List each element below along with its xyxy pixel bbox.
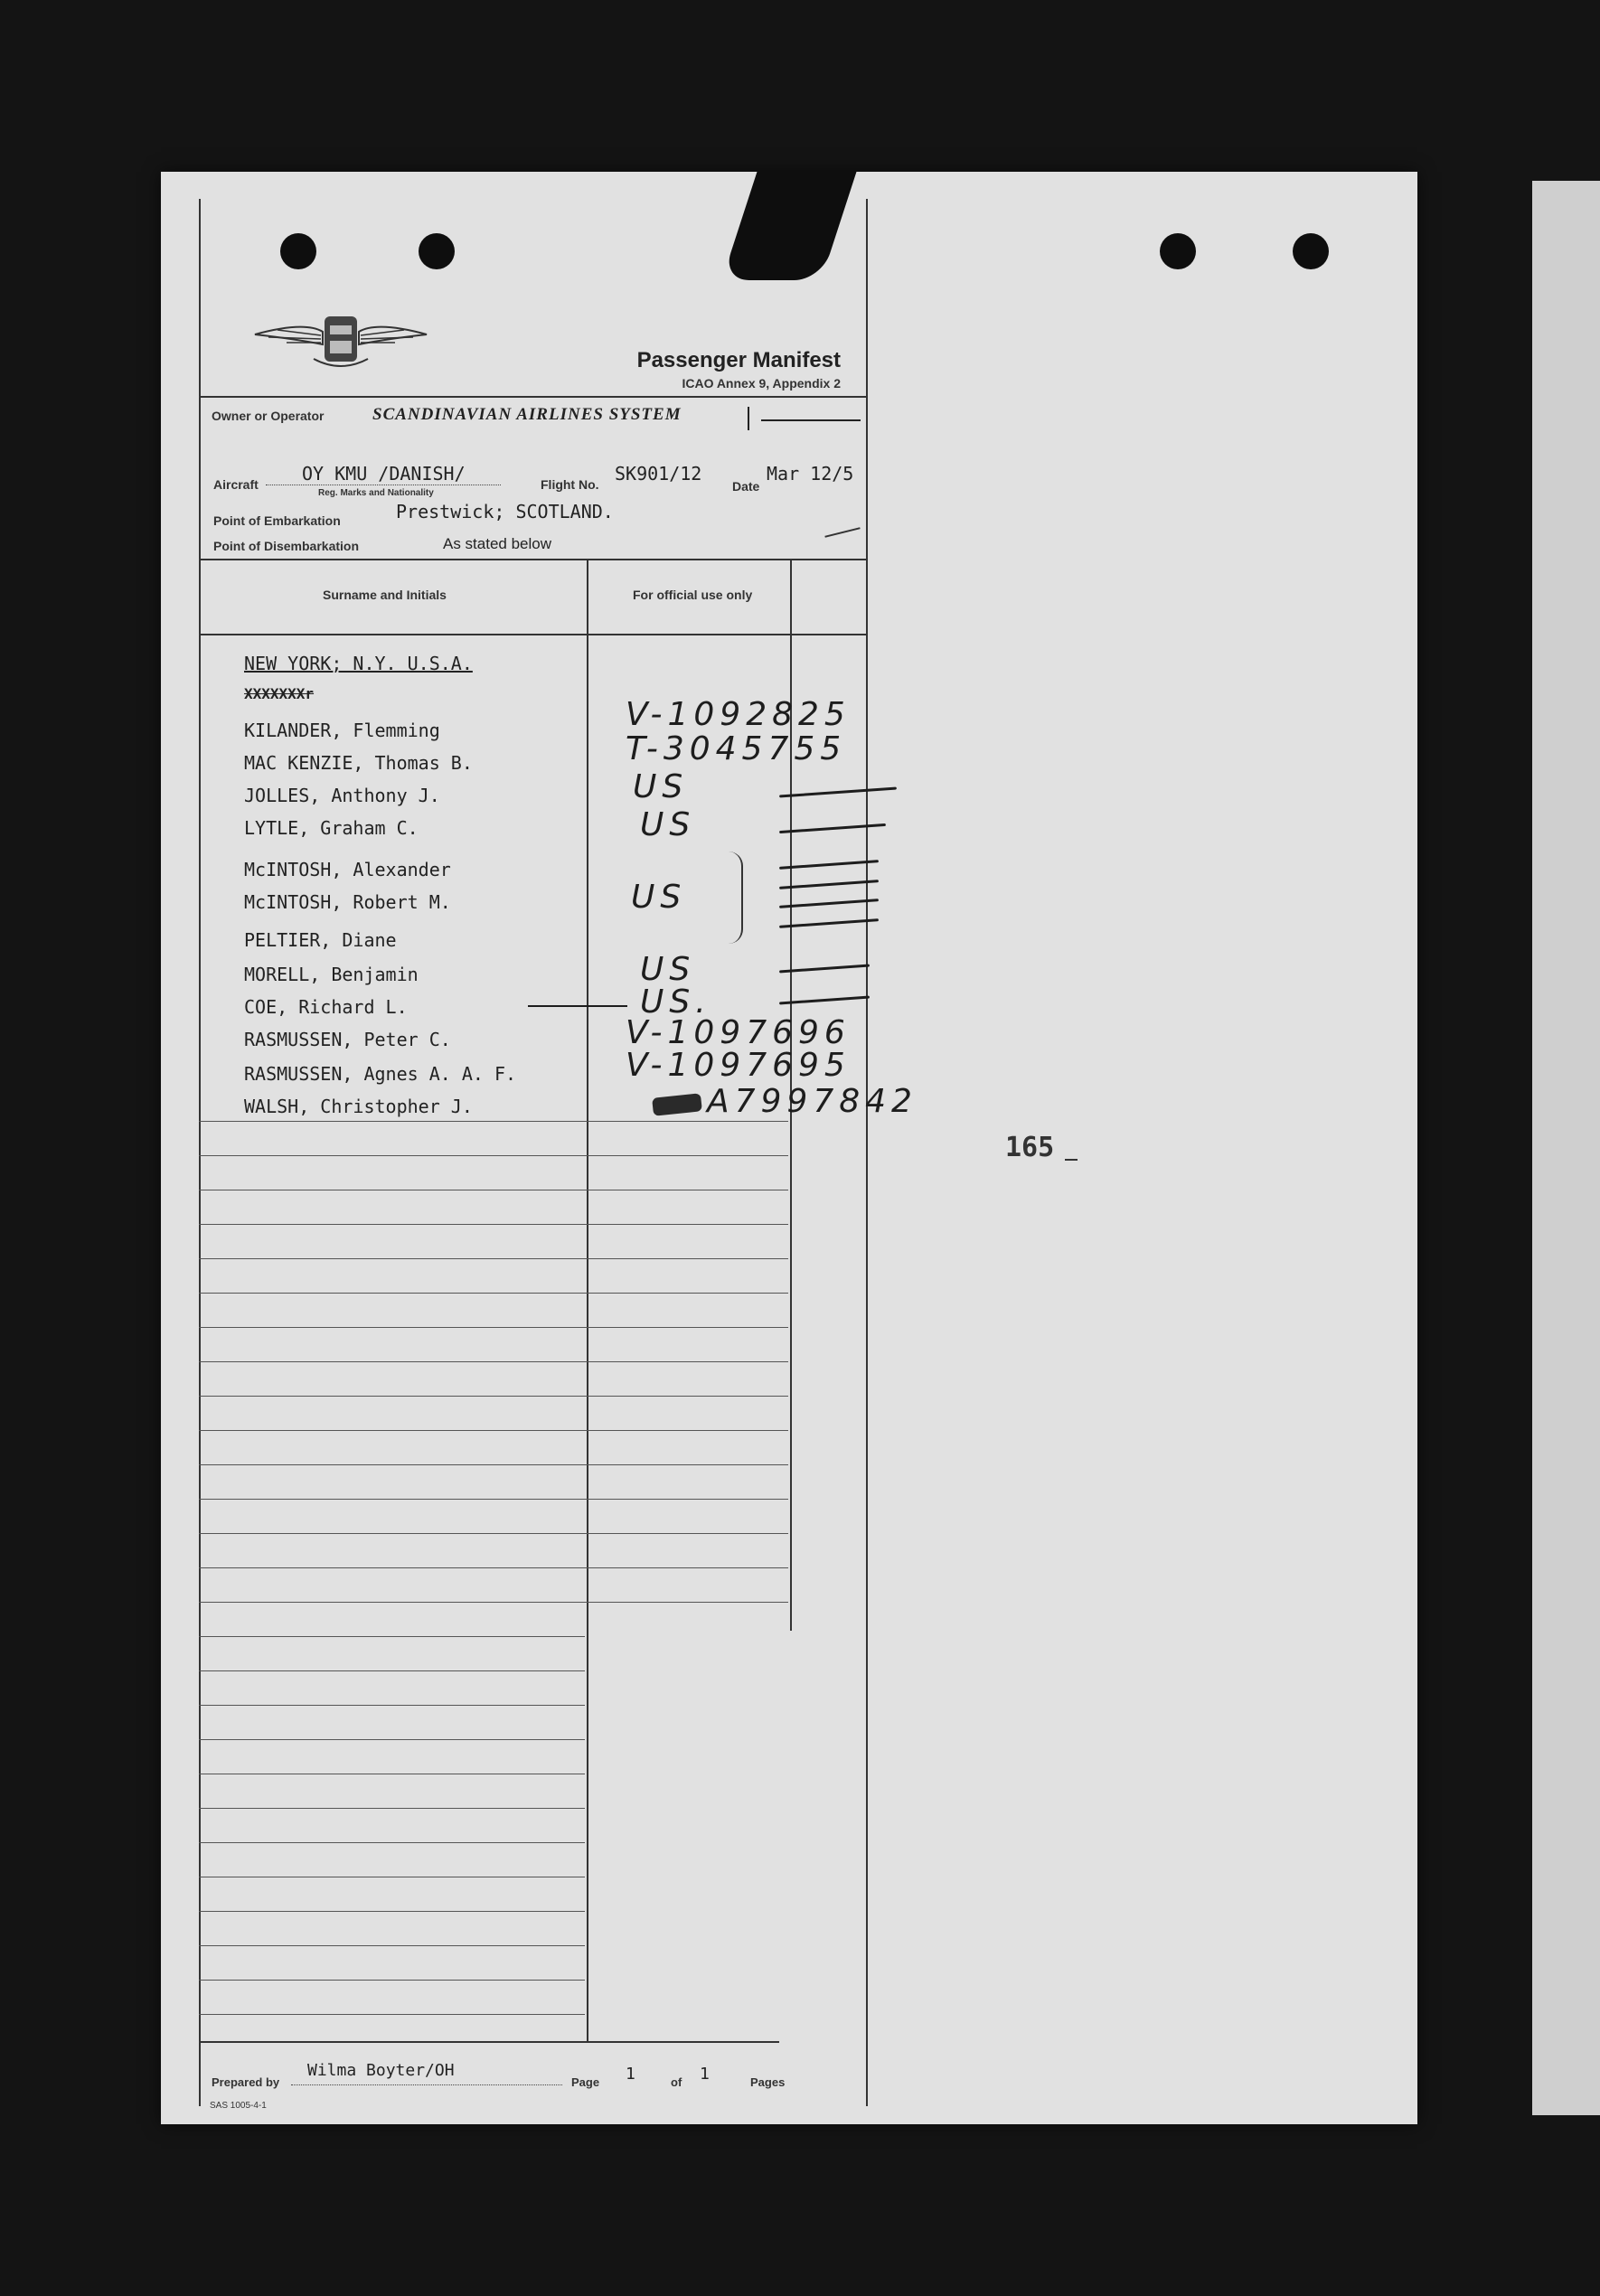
ruled-line (199, 1808, 585, 1809)
ruled-line (199, 1361, 788, 1362)
of-label: of (671, 2075, 682, 2089)
passenger-name: RASMUSSEN, Peter C. (244, 1029, 451, 1050)
manifest-subtitle: ICAO Annex 9, Appendix 2 (682, 376, 841, 391)
col-surname-header: Surname and Initials (323, 588, 447, 602)
manifest-title: Passenger Manifest (636, 348, 841, 372)
ruled-line (199, 1945, 585, 1946)
passenger-name: MAC KENZIE, Thomas B. (244, 752, 473, 774)
official-note: US (633, 768, 689, 805)
ruled-line (199, 1430, 788, 1431)
pen-stroke (779, 880, 879, 889)
pen-mark (824, 527, 860, 538)
official-note: V-1097696 (626, 1014, 851, 1051)
manifest-form (199, 199, 918, 2111)
date-label: Date (732, 479, 760, 494)
prepared-label: Prepared by (212, 2075, 280, 2089)
col-official-header: For official use only (633, 588, 753, 602)
destination-line: NEW YORK; N.Y. U.S.A. (244, 653, 473, 674)
passenger-name: JOLLES, Anthony J. (244, 785, 440, 806)
ruled-line (199, 1670, 585, 1671)
official-note: T-3045755 (626, 730, 847, 767)
ruled-line (199, 1155, 788, 1156)
disembark-value: As stated below (443, 535, 552, 552)
passenger-name: LYTLE, Graham C. (244, 817, 419, 839)
ruled-line (199, 1224, 788, 1225)
official-note: V-1097695 (626, 1047, 851, 1084)
owner-value: SCANDINAVIAN AIRLINES SYSTEM (372, 405, 682, 424)
scribble (652, 1093, 702, 1116)
punch-hole (1293, 233, 1329, 269)
ruled-line (199, 1567, 788, 1568)
pages-label: Pages (750, 2075, 786, 2089)
passenger-name: COE, Richard L. (244, 996, 408, 1018)
pen-stroke (779, 860, 879, 870)
ruled-line (199, 1980, 585, 1981)
ruled-line (199, 1842, 585, 1843)
pen-stroke (779, 965, 870, 974)
aircraft-label: Aircraft (213, 477, 259, 492)
passenger-name: McINTOSH, Robert M. (244, 891, 451, 913)
official-note: US (640, 806, 696, 843)
ruled-line (199, 1911, 585, 1912)
flight-label: Flight No. (541, 477, 599, 492)
manifest-page (161, 172, 1417, 2124)
divider (201, 396, 866, 398)
pen-stroke (779, 996, 870, 1005)
owner-label: Owner or Operator (212, 409, 325, 423)
ruled-line (199, 1739, 585, 1740)
ruled-line (199, 1396, 788, 1397)
table-bottom-rule (201, 2041, 779, 2043)
ruled-line (199, 1464, 788, 1465)
pen-stroke (528, 1005, 627, 1007)
passenger-name: MORELL, Benjamin (244, 964, 419, 985)
ruled-line (199, 2014, 585, 2015)
stamp-dash (1065, 1159, 1078, 1161)
pen-mark (761, 419, 861, 421)
pen-stroke (779, 823, 886, 833)
punch-hole (1160, 233, 1196, 269)
pen-stroke (779, 899, 879, 908)
sas-winged-logo (250, 303, 431, 375)
passenger-name: WALSH, Christopher J. (244, 1096, 473, 1117)
passenger-name: PELTIER, Diane (244, 929, 397, 951)
ruled-line (199, 1258, 788, 1259)
of-value: 1 (700, 2065, 710, 2084)
aircraft-value: OY KMU /DANISH/ (302, 463, 466, 485)
pen-mark (748, 407, 749, 430)
pen-stroke (779, 918, 879, 928)
prepared-value: Wilma Boyter/OH (307, 2061, 455, 2080)
ruled-line (199, 1533, 788, 1534)
table-top-rule (201, 559, 866, 560)
table-head-rule (201, 634, 866, 635)
pen-stroke (779, 786, 897, 797)
form-code: SAS 1005-4-1 (210, 2101, 267, 2111)
ruled-line (199, 1327, 788, 1328)
ruled-line (199, 1705, 585, 1706)
date-value: Mar 12/5 (767, 463, 854, 485)
ruled-line (199, 1293, 788, 1294)
page-stamp-number: 165 (1005, 1132, 1055, 1163)
page-value: 1 (626, 2065, 635, 2084)
embark-value: Prestwick; SCOTLAND. (396, 501, 614, 522)
official-note: US. (640, 983, 711, 1021)
official-note: US (631, 879, 687, 916)
dotted-rule (291, 2084, 562, 2085)
struck-line: XXXXXXXr (244, 685, 315, 702)
adjacent-page-strip (1532, 181, 1600, 2115)
reg-caption: Reg. Marks and Nationality (318, 488, 434, 498)
ruled-line (199, 1636, 585, 1637)
ruled-line (199, 1499, 788, 1500)
passenger-name: McINTOSH, Alexander (244, 859, 451, 880)
passenger-name: RASMUSSEN, Agnes A. A. F. (244, 1063, 517, 1085)
page-label: Page (571, 2075, 600, 2089)
ruled-line (199, 1121, 788, 1122)
embark-label: Point of Embarkation (213, 513, 341, 528)
passenger-name: KILANDER, Flemming (244, 720, 440, 741)
official-note: US (640, 951, 696, 988)
disembark-label: Point of Disembarkation (213, 539, 360, 553)
flight-value: SK901/12 (615, 463, 702, 485)
column-divider (587, 559, 588, 2041)
official-note: V-1092825 (626, 696, 851, 733)
grouping-brace (729, 852, 743, 944)
official-note: A7997842 (707, 1083, 918, 1120)
ruled-line (199, 1602, 788, 1603)
